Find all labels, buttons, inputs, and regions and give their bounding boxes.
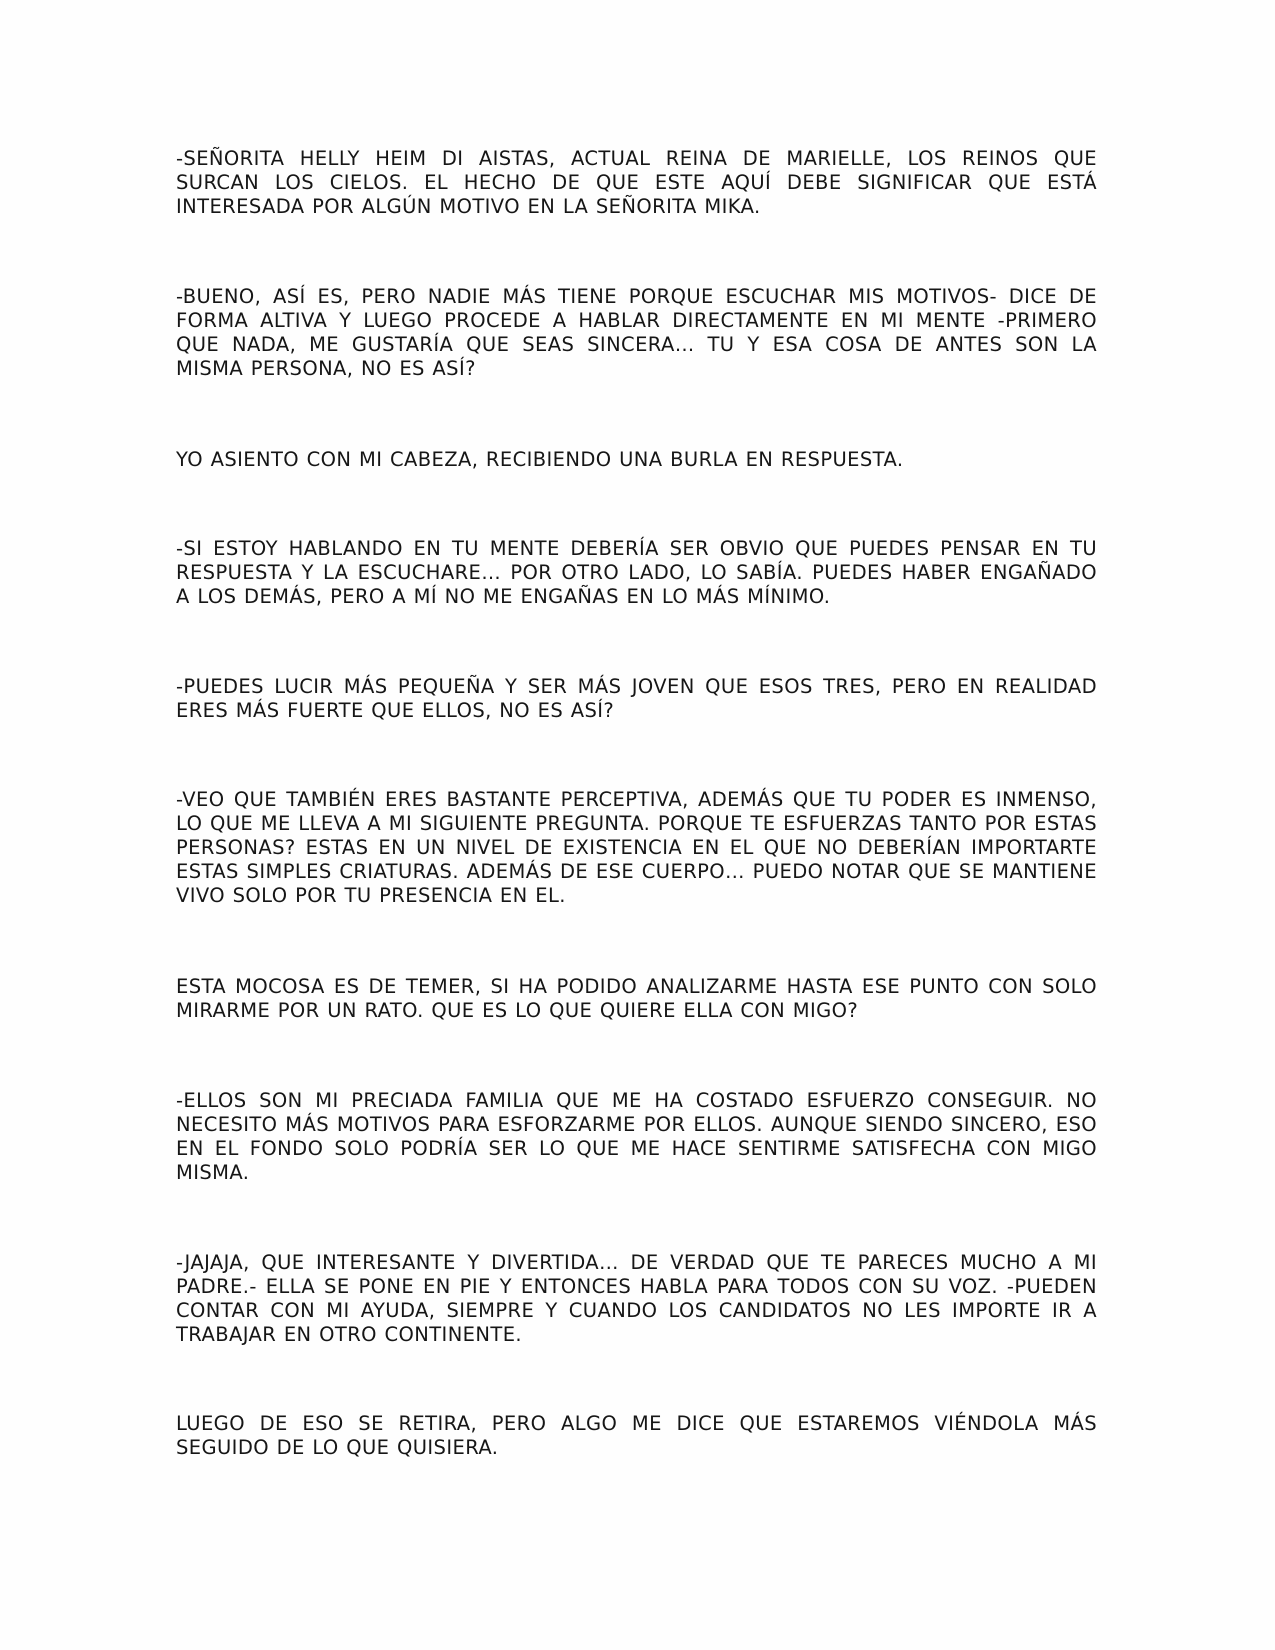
paragraph-6: -VEO QUE TAMBIÉN ERES BASTANTE PERCEPTIVA, ADEMÁS QUE TU PODER ES INMENSO, LO QUE ME LLEVA A MI SIGUIENTE PREGUNTA. PORQUE TE ESFUERZAS TANTO POR ESTAS PERSONAS? ESTAS EN UN NIVEL DE EXISTENCIA EN EL QUE NO DEBERÍAN IMPORTARTE ESTAS SIMPLES CRIATURAS. ADEMÁS DE ESE CUERPO… PUEDO NOTAR QUE SE MANTIENE VIVO SOLO POR TU PRESENCIA EN EL. xyxy=(176,788,1097,907)
paragraph-2: -BUENO, ASÍ ES, PERO NADIE MÁS TIENE PORQUE ESCUCHAR MIS MOTIVOS- DICE DE FORMA ALTIVA Y LUEGO PROCEDE A HABLAR DIRECTAMENTE EN MI MENTE -PRIMERO QUE NADA, ME GUSTARÍA QUE SEAS SINCERA… TU Y ESA COSA DE ANTES SON LA MISMA PERSONA, NO ES ASÍ? xyxy=(176,285,1097,380)
paragraph-3: YO ASIENTO CON MI CABEZA, RECIBIENDO UNA BURLA EN RESPUESTA. xyxy=(176,448,904,471)
paragraph-4: -SI ESTOY HABLANDO EN TU MENTE DEBERÍA SER OBVIO QUE PUEDES PENSAR EN TU RESPUESTA Y LA ESCUCHARE… POR OTRO LADO, LO SABÍA. PUEDES HABER ENGAÑADO A LOS DEMÁS, PERO A MÍ NO ME ENGAÑAS EN LO MÁS MÍNIMO. xyxy=(176,537,1097,608)
paragraph-8: -ELLOS SON MI PRECIADA FAMILIA QUE ME HA COSTADO ESFUERZO CONSEGUIR. NO NECESITO MÁS MOTIVOS PARA ESFORZARME POR ELLOS. AUNQUE SIENDO SINCERO, ESO EN EL FONDO SOLO PODRÍA SER LO QUE ME HACE SENTIRME SATISFECHA CON MIGO MISMA. xyxy=(176,1089,1097,1184)
paragraph-7: ESTA MOCOSA ES DE TEMER, SI HA PODIDO ANALIZARME HASTA ESE PUNTO CON SOLO MIRARME POR UN RATO. QUE ES LO QUE QUIERE ELLA CON MIGO? xyxy=(176,975,1097,1022)
paragraph-5: -PUEDES LUCIR MÁS PEQUEÑA Y SER MÁS JOVEN QUE ESOS TRES, PERO EN REALIDAD ERES MÁS FUERTE QUE ELLOS, NO ES ASÍ? xyxy=(176,675,1097,722)
paragraph-9: -JAJAJA, QUE INTERESANTE Y DIVERTIDA… DE VERDAD QUE TE PARECES MUCHO A MI PADRE.- ELLA SE PONE EN PIE Y ENTONCES HABLA PARA TODOS CON SU VOZ. -PUEDEN CONTAR CON MI AYUDA, SIEMPRE Y CUANDO LOS CANDIDATOS NO LES IMPORTE IR A TRABAJAR EN OTRO CONTINENTE. xyxy=(176,1251,1097,1346)
paragraph-1: -SEÑORITA HELLY HEIM DI AISTAS, ACTUAL REINA DE MARIELLE, LOS REINOS QUE SURCAN LOS CIELOS. EL HECHO DE QUE ESTE AQUÍ DEBE SIGNIFICAR QUE ESTÁ INTERESADA POR ALGÚN MOTIVO EN LA SEÑORITA MIKA. xyxy=(176,147,1097,218)
paragraph-10: LUEGO DE ESO SE RETIRA, PERO ALGO ME DICE QUE ESTAREMOS VIÉNDOLA MÁS SEGUIDO DE LO QUE QUISIERA. xyxy=(176,1412,1097,1459)
